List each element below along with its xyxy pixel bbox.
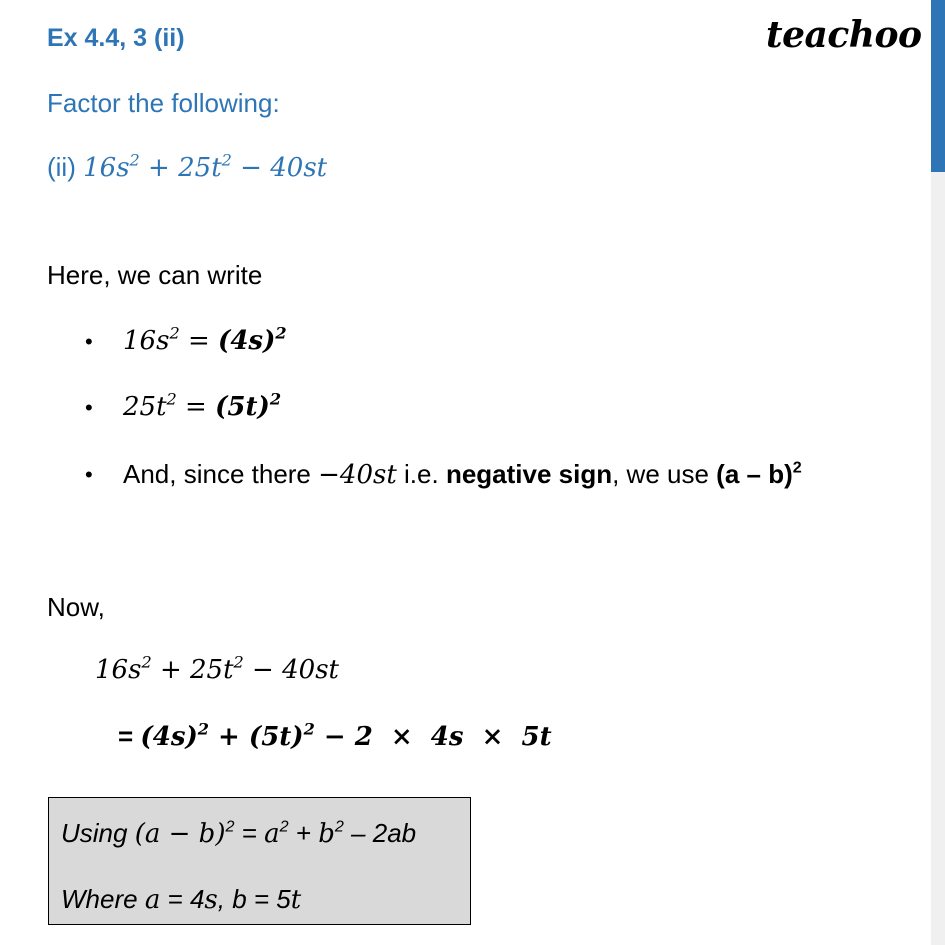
note-values: a = 4s, b = 5t	[144, 884, 302, 915]
part-label: (ii)	[47, 152, 76, 182]
bullet-1-equation: $16s^2 = (4s)^2$	[123, 323, 287, 356]
bullet-3-math: −40st	[318, 460, 397, 490]
bullet-3-text-part: , we use	[612, 459, 709, 489]
scroll-thumb[interactable]	[931, 0, 945, 172]
teachoo-logo: teachoo	[766, 14, 922, 56]
formula-note-box	[48, 797, 471, 925]
identity-emphasis: (a – b)$^2$	[716, 458, 802, 489]
equals-sign: =	[118, 721, 134, 751]
question-part	[47, 152, 327, 183]
intro-text: Here, we can write	[47, 260, 263, 290]
note-line-2	[61, 884, 301, 915]
bullet-3-text	[123, 459, 802, 490]
negative-sign-emphasis: negative sign	[445, 459, 613, 489]
step-2-math: $(4s)^2 + (5t)^2 - 2 \times 4s \times 5t$	[140, 719, 552, 752]
bullet-dot: •	[85, 462, 93, 487]
step-1-expression: $16s^2 + 25t^2 - 40st$	[95, 652, 339, 685]
bullet-2-equation: $25t^2 = (5t)^2$	[123, 389, 282, 422]
note-prefix: Where	[61, 884, 138, 914]
bullet-3-text-part: And, since there	[123, 459, 311, 489]
bullet-dot: •	[85, 395, 93, 420]
note-formula: $(a - b)^2 = a^2 + b^2 - 2ab$	[134, 817, 417, 849]
exercise-title: Ex 4.4, 3 (ii)	[47, 24, 185, 52]
question-prompt: Factor the following:	[47, 88, 280, 118]
step-2-expression	[118, 721, 552, 752]
question-expression: $16s^2 + 25t^2 - 40st$	[83, 150, 328, 183]
bullet-3-text-part: i.e.	[404, 459, 439, 489]
note-line-1	[61, 818, 416, 849]
now-label: Now,	[47, 592, 105, 622]
bullet-dot: •	[85, 329, 93, 354]
scrollbar[interactable]	[931, 0, 945, 945]
note-prefix: Using	[61, 818, 128, 848]
